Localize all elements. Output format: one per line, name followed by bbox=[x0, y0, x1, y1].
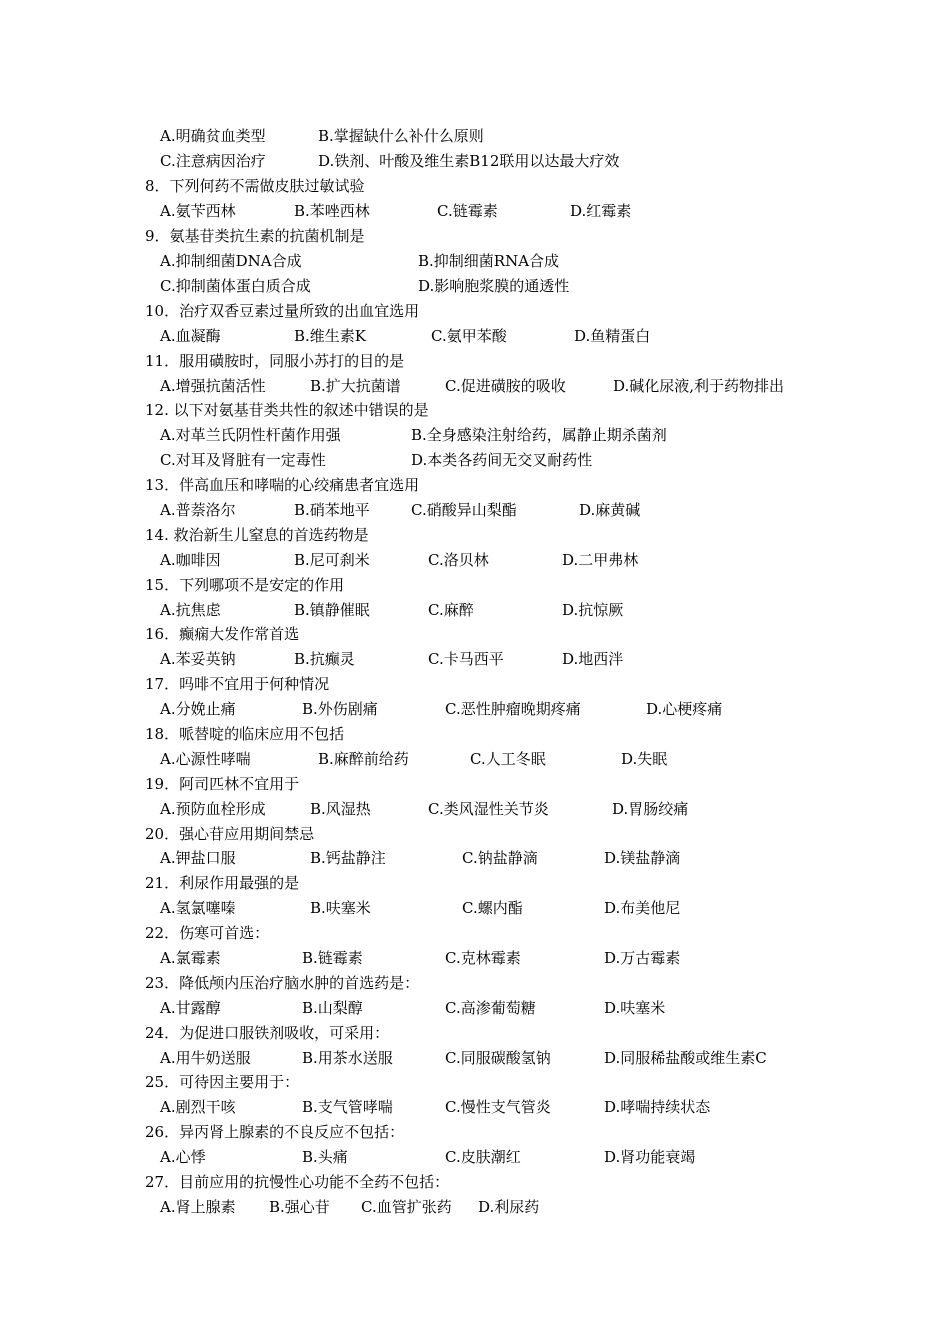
option-text: D.胃肠绞痛 bbox=[612, 800, 689, 818]
option-text: D.碱化尿液,利于药物排出 bbox=[613, 377, 785, 395]
question-stem bbox=[0, 672, 950, 697]
option-text: D.肾功能衰竭 bbox=[604, 1148, 696, 1166]
question-stem bbox=[0, 1021, 950, 1046]
option-text: A.咖啡因 bbox=[160, 551, 221, 569]
question-stem bbox=[0, 398, 950, 423]
option-row bbox=[0, 747, 950, 772]
option-text: A.心源性哮喘 bbox=[160, 750, 251, 768]
option-text: C.类风湿性关节炎 bbox=[428, 800, 549, 818]
option-text: B.尼可刹米 bbox=[294, 551, 370, 569]
option-text: D.红霉素 bbox=[570, 202, 632, 220]
option-text: B.全身感染注射给药，属静止期杀菌剂 bbox=[411, 426, 667, 444]
option-text: D.失眠 bbox=[621, 750, 668, 768]
option-text: C.慢性支气管炎 bbox=[445, 1098, 551, 1116]
option-text: A.血凝酶 bbox=[160, 327, 221, 345]
option-text: A.肾上腺素 bbox=[160, 1198, 236, 1216]
option-text: B.风湿热 bbox=[310, 800, 371, 818]
option-text: B.支气管哮喘 bbox=[302, 1098, 393, 1116]
option-text: B.强心苷 bbox=[269, 1198, 330, 1216]
option-text: D.万古霉素 bbox=[604, 949, 681, 967]
option-text: C.卡马西平 bbox=[428, 650, 504, 668]
option-text: C.血管扩张药 bbox=[361, 1198, 452, 1216]
question-stem bbox=[0, 573, 950, 598]
option-text: A.用牛奶送服 bbox=[160, 1049, 251, 1067]
option-text: D.呋塞米 bbox=[604, 999, 666, 1017]
question-stem bbox=[0, 971, 950, 996]
question-stem bbox=[0, 772, 950, 797]
option-row bbox=[0, 199, 950, 224]
option-text: B.钙盐静注 bbox=[310, 849, 386, 867]
question-stem bbox=[0, 174, 950, 199]
question-text: 17．吗啡不宜用于何种情况 bbox=[145, 675, 330, 693]
option-text: D.哮喘持续状态 bbox=[604, 1098, 711, 1116]
question-text: 14. 救治新生儿窒息的首选药物是 bbox=[145, 526, 369, 544]
option-text: A.钾盐口服 bbox=[160, 849, 236, 867]
option-text: A.抗焦虑 bbox=[160, 601, 221, 619]
question-text: 15．下列哪项不是安定的作用 bbox=[145, 576, 345, 594]
option-text: C.抑制菌体蛋白质合成 bbox=[160, 277, 311, 295]
option-row bbox=[0, 1095, 950, 1120]
option-text: C.钠盐静滴 bbox=[462, 849, 538, 867]
option-text: D.镁盐静滴 bbox=[604, 849, 681, 867]
option-text: D.铁剂、叶酸及维生素B12联用以达最大疗效 bbox=[318, 152, 620, 170]
question-text: 25．可待因主要用于： bbox=[145, 1073, 300, 1091]
option-row bbox=[0, 846, 950, 871]
option-text: B.维生素K bbox=[294, 327, 366, 345]
option-text: D.麻黄碱 bbox=[579, 501, 641, 519]
question-text: 16．癫痫大发作常首选 bbox=[145, 625, 300, 643]
option-row bbox=[0, 647, 950, 672]
option-text: D.影响胞浆膜的通透性 bbox=[418, 277, 570, 295]
option-text: B.用茶水送服 bbox=[302, 1049, 393, 1067]
question-stem bbox=[0, 523, 950, 548]
option-text: B.头痛 bbox=[302, 1148, 348, 1166]
option-text: B.掌握缺什么补什么原则 bbox=[318, 127, 484, 145]
option-text: C.注意病因治疗 bbox=[160, 152, 266, 170]
option-row bbox=[0, 324, 950, 349]
option-text: B.外伤剧痛 bbox=[302, 700, 378, 718]
question-text: 21．利尿作用最强的是 bbox=[145, 874, 300, 892]
option-text: A.甘露醇 bbox=[160, 999, 221, 1017]
option-text: A.对革兰氏阴性杆菌作用强 bbox=[160, 426, 341, 444]
option-text: D.布美他尼 bbox=[604, 899, 681, 917]
question-stem bbox=[0, 349, 950, 374]
question-text: 9．氨基苷类抗生素的抗菌机制是 bbox=[145, 227, 365, 245]
option-text: D.二甲弗林 bbox=[562, 551, 639, 569]
option-text: A.剧烈干咳 bbox=[160, 1098, 236, 1116]
option-text: B.呋塞米 bbox=[310, 899, 371, 917]
option-row bbox=[0, 1046, 950, 1071]
question-stem bbox=[0, 224, 950, 249]
option-text: C.皮肤潮红 bbox=[445, 1148, 521, 1166]
question-text: 26．异丙肾上腺素的不良反应不包括： bbox=[145, 1123, 405, 1141]
option-text: A.氢氯噻嗪 bbox=[160, 899, 236, 917]
option-text: C.氨甲苯酸 bbox=[431, 327, 507, 345]
option-row bbox=[0, 697, 950, 722]
option-text: D.利尿药 bbox=[478, 1198, 540, 1216]
option-row bbox=[0, 548, 950, 573]
option-row bbox=[0, 423, 950, 448]
option-text: C.高渗葡萄糖 bbox=[445, 999, 536, 1017]
option-text: A.氯霉素 bbox=[160, 949, 221, 967]
question-text: 18．哌替啶的临床应用不包括 bbox=[145, 725, 345, 743]
option-text: C.洛贝林 bbox=[428, 551, 489, 569]
option-row bbox=[0, 274, 950, 299]
option-row bbox=[0, 946, 950, 971]
option-text: C.促进磺胺的吸收 bbox=[445, 377, 566, 395]
option-text: A.增强抗菌活性 bbox=[160, 377, 266, 395]
question-text: 27．目前应用的抗慢性心功能不全药不包括： bbox=[145, 1173, 450, 1191]
option-text: D.本类各药间无交叉耐药性 bbox=[411, 451, 593, 469]
option-text: C.恶性肿瘤晚期疼痛 bbox=[445, 700, 581, 718]
option-text: B.苯唑西林 bbox=[294, 202, 370, 220]
option-row bbox=[0, 797, 950, 822]
question-stem bbox=[0, 473, 950, 498]
question-stem bbox=[0, 921, 950, 946]
option-text: B.硝苯地平 bbox=[294, 501, 370, 519]
option-text: B.扩大抗菌谱 bbox=[310, 377, 401, 395]
question-text: 10．治疗双香豆素过量所致的出血宜选用 bbox=[145, 302, 420, 320]
option-row bbox=[0, 996, 950, 1021]
question-text: 13．伴高血压和哮喘的心绞痛患者宜选用 bbox=[145, 476, 420, 494]
question-stem bbox=[0, 871, 950, 896]
option-row bbox=[0, 598, 950, 623]
question-stem bbox=[0, 1170, 950, 1195]
question-text: 19．阿司匹林不宜用于 bbox=[145, 775, 300, 793]
option-text: B.抑制细菌RNA合成 bbox=[418, 252, 560, 270]
option-text: A.抑制细菌DNA合成 bbox=[160, 252, 302, 270]
option-row bbox=[0, 896, 950, 921]
option-text: C.螺内酯 bbox=[462, 899, 523, 917]
option-row bbox=[0, 249, 950, 274]
option-text: D.鱼精蛋白 bbox=[574, 327, 651, 345]
option-text: A.预防血栓形成 bbox=[160, 800, 266, 818]
option-text: A.心悸 bbox=[160, 1148, 206, 1166]
option-text: A.苯妥英钠 bbox=[160, 650, 236, 668]
option-text: B.抗癫灵 bbox=[294, 650, 355, 668]
option-row bbox=[0, 1195, 950, 1220]
option-text: C.链霉素 bbox=[437, 202, 498, 220]
option-row bbox=[0, 374, 950, 399]
option-text: B.链霉素 bbox=[302, 949, 363, 967]
option-text: D.抗惊厥 bbox=[562, 601, 624, 619]
question-text: 11．服用磺胺时，同服小苏打的目的是 bbox=[145, 352, 405, 370]
option-row bbox=[0, 149, 950, 174]
option-text: A.分娩止痛 bbox=[160, 700, 236, 718]
option-text: D.地西泮 bbox=[562, 650, 624, 668]
option-text: D.同服稀盐酸或维生素C bbox=[604, 1049, 767, 1067]
option-text: C.对耳及肾脏有一定毒性 bbox=[160, 451, 326, 469]
question-text: 8．下列何药不需做皮肤过敏试验 bbox=[145, 177, 365, 195]
option-text: D.心梗疼痛 bbox=[646, 700, 723, 718]
question-stem bbox=[0, 622, 950, 647]
option-text: B.山梨醇 bbox=[302, 999, 363, 1017]
option-text: C.人工冬眠 bbox=[470, 750, 546, 768]
option-text: C.克林霉素 bbox=[445, 949, 521, 967]
question-text: 22．伤寒可首选： bbox=[145, 924, 270, 942]
option-row bbox=[0, 448, 950, 473]
question-stem bbox=[0, 1070, 950, 1095]
question-stem bbox=[0, 1120, 950, 1145]
option-row bbox=[0, 498, 950, 523]
question-text: 24．为促进口服铁剂吸收，可采用： bbox=[145, 1024, 390, 1042]
option-text: B.麻醉前给药 bbox=[318, 750, 409, 768]
question-text: 23．降低颅内压治疗脑水肿的首选药是： bbox=[145, 974, 420, 992]
question-stem bbox=[0, 299, 950, 324]
question-stem bbox=[0, 822, 950, 847]
option-text: A.氨苄西林 bbox=[160, 202, 236, 220]
option-text: C.硝酸异山梨酯 bbox=[411, 501, 517, 519]
question-stem bbox=[0, 722, 950, 747]
question-text: 20．强心苷应用期间禁忌 bbox=[145, 825, 315, 843]
option-text: A.明确贫血类型 bbox=[160, 127, 266, 145]
option-row bbox=[0, 124, 950, 149]
option-row bbox=[0, 1145, 950, 1170]
option-text: A.普萘洛尔 bbox=[160, 501, 236, 519]
option-text: B.镇静催眠 bbox=[294, 601, 370, 619]
question-text: 12. 以下对氨基苷类共性的叙述中错误的是 bbox=[145, 401, 429, 419]
option-text: C.同服碳酸氢钠 bbox=[445, 1049, 551, 1067]
option-text: C.麻醉 bbox=[428, 601, 474, 619]
